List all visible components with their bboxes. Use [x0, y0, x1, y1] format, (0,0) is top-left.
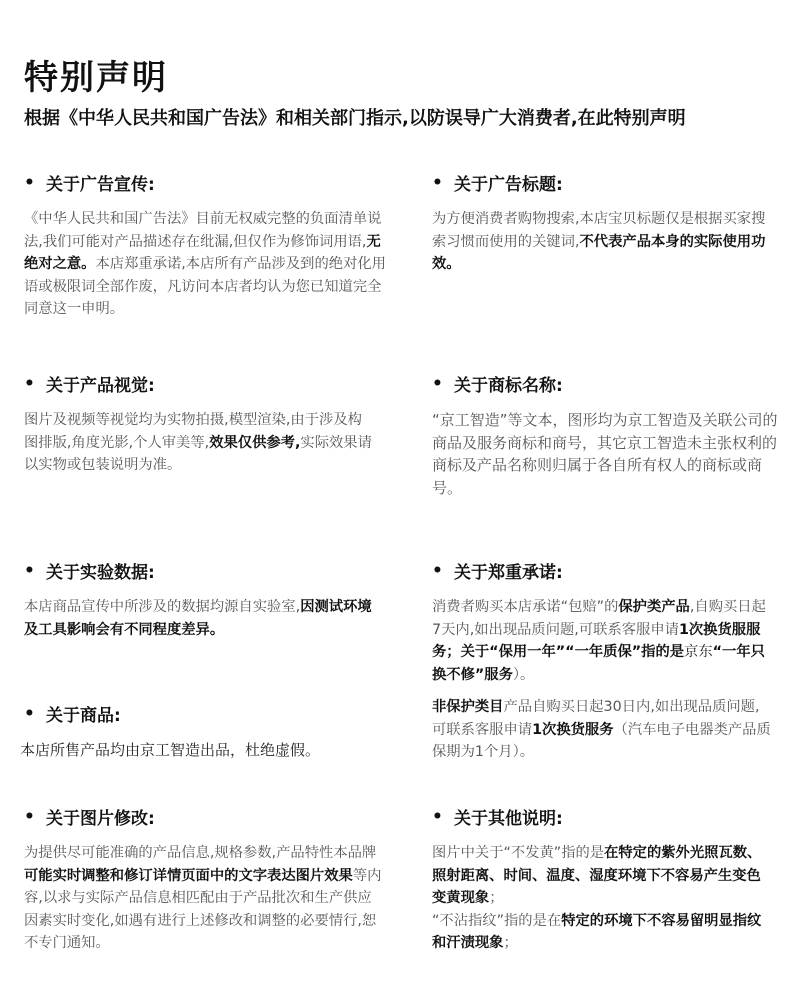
bullet-icon: • — [432, 373, 443, 394]
section-other — [432, 804, 772, 955]
section-trademark — [432, 371, 782, 499]
section-body: 图片中关于“不发黄”指的是在特定的紫外光照瓦数、照射距离、时间、温度、湿度环境下不容易产生变色变黄现象； “不沾指纹”指的是在特定的环境下不容易留明显指纹和汗渍现象； — [432, 845, 762, 951]
section-image-edit — [24, 804, 384, 955]
bullet-icon: • — [432, 172, 443, 193]
section-lab-data — [24, 558, 379, 641]
bullet-icon: • — [24, 373, 35, 394]
section-heading: 关于其他说明: — [454, 809, 563, 829]
section-ad-title — [432, 170, 772, 276]
section-goods — [20, 701, 384, 762]
section-heading: 关于广告标题: — [454, 175, 563, 195]
bullet-icon: • — [432, 560, 443, 581]
bullet-icon: • — [24, 560, 35, 581]
section-heading: 关于商品: — [46, 706, 121, 726]
bullet-icon: • — [432, 806, 443, 827]
page-title: 特别声明 — [24, 58, 168, 98]
section-heading: 关于实验数据: — [46, 563, 155, 583]
section-body: “京工智造”等文本，图形均为京工智造及关联公司的商品及服务商标和商号，其它京工智造未主张权利的商标及产品名称则归属于各自所有权人的商标或商号。 — [432, 411, 778, 497]
section-body: 为方便消费者购物搜索,本店宝贝标题仅是根据买家搜索习惯而使用的关键词,不代表产品本身的实际使用功效。 — [432, 211, 766, 272]
section-heading: 关于商标名称: — [454, 376, 563, 396]
bullet-icon: • — [24, 703, 35, 724]
section-heading: 关于图片修改: — [46, 809, 155, 829]
bullet-icon: • — [24, 806, 35, 827]
section-body: 本店所售产品均由京工智造出品，杜绝虚假。 — [20, 741, 321, 759]
section-commitment — [432, 558, 772, 764]
page-subtitle: 根据《中华人民共和国广告法》和相关部门指示,以防误导广大消费者,在此特别声明 — [24, 108, 686, 129]
section-body: 《中华人民共和国广告法》目前无权威完整的负面清单说法,我们可能对产品描述存在纰漏,但仅作为修饰词用语,无绝对之意。本店郑重承诺,本店所有产品涉及到的绝对化用语或极限词全部作废，凡访问本店者均认为您已知道完全同意这一申明。 — [24, 211, 386, 317]
bullet-icon: • — [24, 172, 35, 193]
section-visual — [24, 371, 374, 477]
section-heading: 关于广告宣传: — [46, 175, 155, 195]
section-body: 本店商品宣传中所涉及的数据均源自实验室,因测试环境及工具影响会有不同程度差异。 — [24, 599, 372, 638]
section-heading: 关于产品视觉: — [46, 376, 155, 396]
section-body: 消费者购买本店承诺“包赔”的保护类产品,自购买日起7天内,如出现品质问题,可联系客服申请1次换货服服务；关于“保用一年”“一年质保”指的是京东“一年只换不修”服务）。 — [432, 599, 766, 683]
section-heading: 关于郑重承诺: — [454, 563, 563, 583]
section-ad-promo — [24, 170, 389, 321]
section-body: 图片及视频等视觉均为实物拍摄,模型渲染,由于涉及构图排版,角度光影,个人审美等,效果仅供参考,实际效果请以实物或包装说明为准。 — [24, 412, 372, 473]
section-body-2: 非保护类目产品自购买日起30日内,如出现品质问题,可联系客服申请1次换货服务（汽车电子电器类产品质保期为1个月）。 — [432, 699, 771, 760]
section-body: 为提供尽可能准确的产品信息,规格参数,产品特性本品牌 可能实时调整和修订详情页面中的文字表达图片效果等内容,以求与实际产品信息相匹配由于产品批次和生产供应因素实时变化,如遇有进行上述修改和调整的必要情行,恕不专门通知。 — [24, 845, 382, 951]
